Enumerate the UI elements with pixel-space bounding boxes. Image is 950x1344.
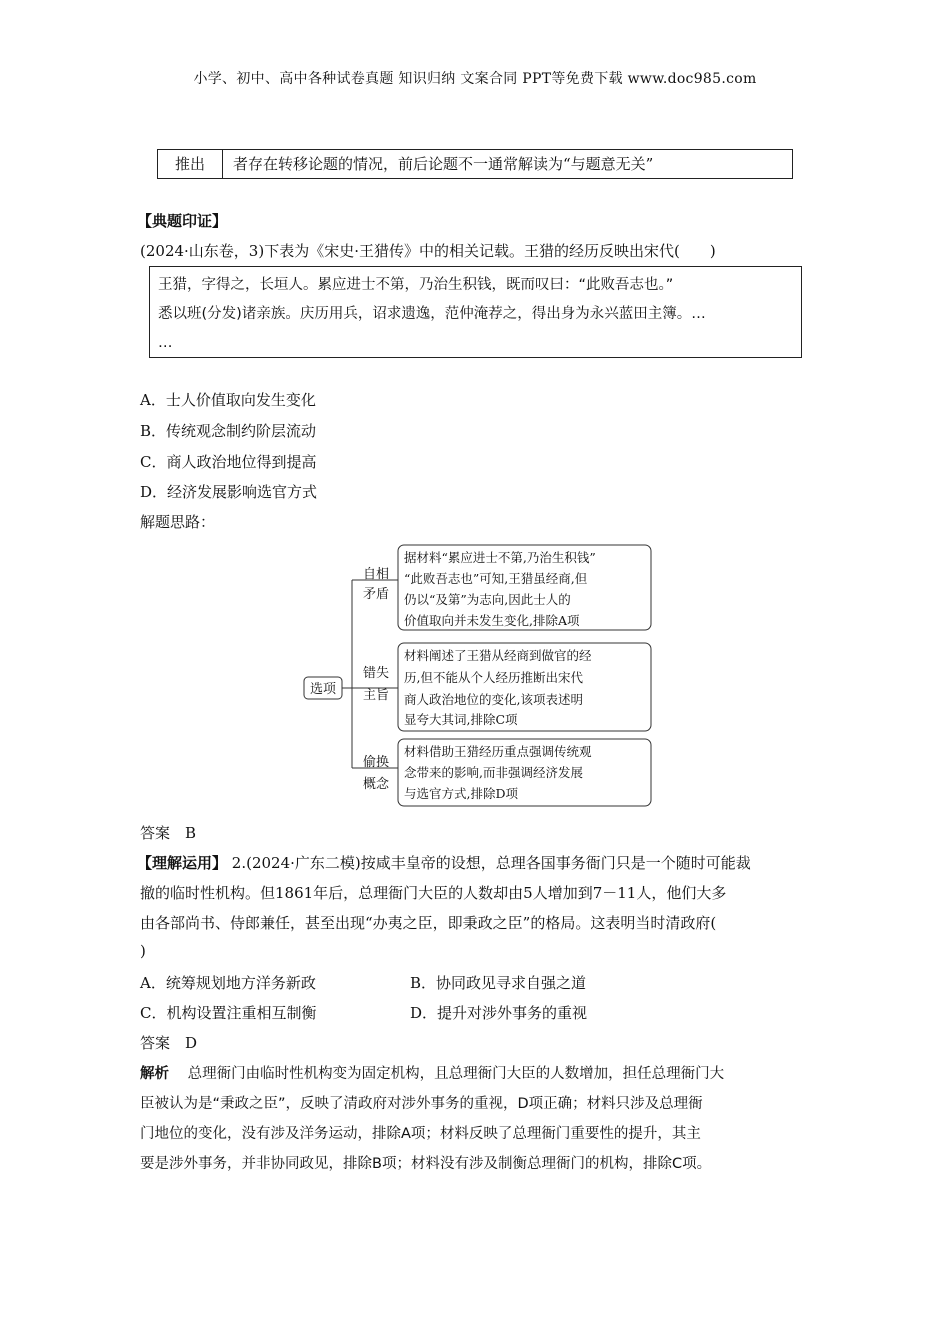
- analysis-text: 要是涉外事务，并非协同政见，排除B项；材料没有涉及制衡总理衙门的机构，排除C项。: [140, 1156, 712, 1172]
- thinking-diagram: [300, 540, 660, 810]
- branch-text: 与选官方式,排除D项: [404, 786, 518, 801]
- analysis-text: 总理衙门由临时性机构变为固定机构，且总理衙门大臣的人数增加，担任总理衙门大: [187, 1066, 725, 1082]
- q2-stem: 2.(2024·广东二模)按咸丰皇帝的设想，总理各国事务衙门只是一个随时可能裁: [231, 854, 751, 872]
- analysis-text: 臣被认为是“秉政之臣”，反映了清政府对涉外事务的重视，D项正确；材料只涉及总理衙: [140, 1096, 703, 1112]
- option-d: D．经济发展影响选官方式: [140, 483, 318, 501]
- answer-1: 答案 B: [140, 824, 197, 842]
- branch-text: 显夸大其词,排除C项: [404, 712, 518, 727]
- table-label: 推出: [158, 150, 223, 178]
- q2-stem: 由各部尚书、侍郎兼任，甚至出现“办夷之臣，即秉政之臣”的格局。这表明当时清政府(: [140, 914, 717, 932]
- answer-2: 答案 D: [140, 1034, 198, 1052]
- branch-label: 主旨: [362, 688, 390, 703]
- analysis-text: 门地位的变化，没有涉及洋务运动，排除A项；材料反映了总理衙门重要性的提升，其主: [140, 1126, 701, 1142]
- q2-option-b: B．协同政见寻求自强之道: [410, 974, 587, 992]
- material-line: …: [158, 335, 173, 351]
- branch-text: 价值取向并未发生变化,排除A项: [404, 613, 580, 628]
- material-line: 王猎，字得之，长垣人。累应进士不第，乃治生积钱，既而叹曰：“此败吾志也。”: [158, 277, 674, 293]
- branch-text: 商人政治地位的变化,该项表述明: [404, 692, 583, 707]
- option-c: C．商人政治地位得到提高: [140, 453, 317, 471]
- branch-label: 矛盾: [362, 587, 390, 602]
- branch-label: 概念: [362, 777, 390, 792]
- q2-tag: 【理解运用】: [137, 854, 228, 872]
- question1-stem: (2024·山东卷，3)下表为《宋史·王猎传》中的相关记载。王猎的经历反映出宋代( ): [140, 242, 716, 260]
- thinking-label: 解题思路：: [140, 513, 216, 531]
- q2-option-c: C．机构设置注重相互制衡: [140, 1004, 317, 1022]
- branch-label: 偷换: [362, 755, 390, 770]
- branch-text: 仍以“及第”为志向,因此士人的: [404, 592, 571, 607]
- branch-label: 自相: [362, 567, 390, 582]
- table-content: 者存在转移论题的情况，前后论题不一通常解读为“与题意无关”: [233, 155, 654, 173]
- option-b: B．传统观念制约阶层流动: [140, 422, 317, 440]
- q2-option-d: D．提升对涉外事务的重视: [410, 1004, 588, 1022]
- branch-text: 材料阐述了王猎从经商到做官的经: [404, 648, 592, 663]
- analysis-line: [140, 1062, 724, 1083]
- page-header: 小学、初中、高中各种试卷真题 知识归纳 文案合同 PPT等免费下载 www.doc985.com: [193, 71, 757, 87]
- root-node: 选项: [309, 682, 337, 697]
- section-title: 【典题印证】: [137, 212, 228, 230]
- branch-text: 念带来的影响,而非强调经济发展: [404, 765, 583, 780]
- material-line: 悉以班(分发)诸亲族。庆历用兵，诏求遗逸，范仲淹荐之，得出身为永兴蓝田主簿。…: [158, 306, 706, 322]
- question2-line: [137, 852, 751, 873]
- method-table-row: [157, 149, 793, 179]
- branch-text: “此败吾志也”可知,王猎虽经商,但: [404, 571, 588, 586]
- option-a: A．士人价值取向发生变化: [140, 391, 316, 409]
- branch-text: 历,但不能从个人经历推断出宋代: [404, 670, 583, 685]
- material-box: [149, 266, 802, 358]
- q2-stem: 撤的临时性机构。但1861年后，总理衙门大臣的人数却由5人增加到7－11人，他们大多: [140, 884, 727, 902]
- branch-text: 材料借助王猎经历重点强调传统观: [404, 744, 592, 759]
- analysis-label: 解析: [140, 1066, 169, 1082]
- q2-option-a: A．统筹规划地方洋务新政: [140, 974, 316, 992]
- branch-label: 错失: [362, 666, 390, 681]
- q2-stem: ): [140, 942, 146, 960]
- branch-text: 据材料“累应进士不第,乃治生积钱”: [404, 550, 596, 565]
